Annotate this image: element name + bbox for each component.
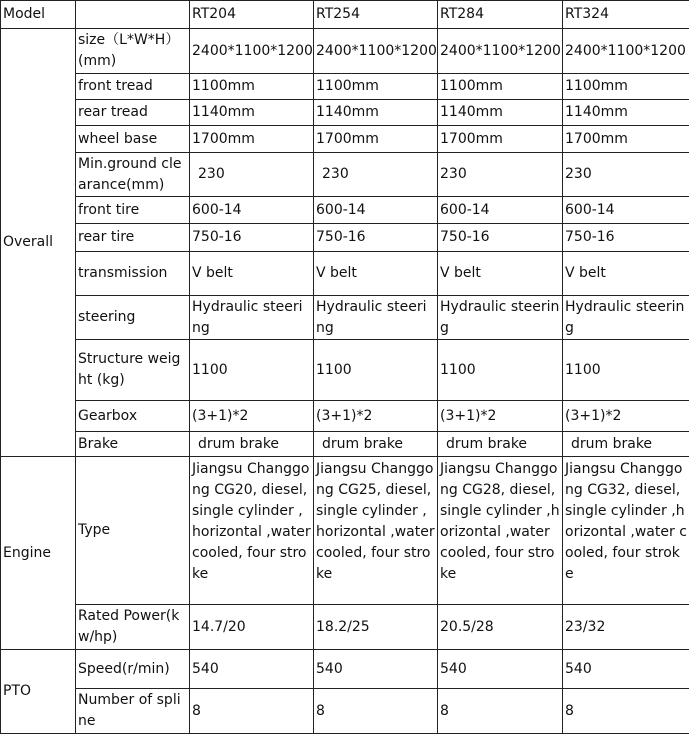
model-name-rt254: RT254	[314, 1, 438, 29]
table-row-rear-tread	[1, 100, 689, 126]
row-label-ground-clearance: Min.ground clearance(mm)	[76, 153, 190, 197]
cell-wheel-base-rt254: 1700mm	[314, 126, 438, 153]
group-label-engine: Engine	[1, 457, 76, 650]
cell-spline-rt324: 8	[563, 689, 689, 734]
cell-wheel-base-rt204: 1700mm	[190, 126, 314, 153]
cell-pto-speed-rt284: 540	[438, 650, 563, 689]
row-label-spline: Number of spline	[76, 689, 190, 734]
cell-structure-weight-rt324: 1100	[563, 340, 689, 401]
cell-brake-rt254: drum brake	[314, 432, 438, 457]
cell-pto-speed-rt254: 540	[314, 650, 438, 689]
table-row-brake	[1, 432, 689, 457]
cell-engine-type-rt324: Jiangsu Changgong CG32, diesel,single cylinder ,horizontal ,water cooled, four stroke	[563, 457, 689, 605]
cell-gearbox-rt284: (3+1)*2	[438, 401, 563, 432]
table-row-spline	[1, 689, 689, 734]
cell-wheel-base-rt324: 1700mm	[563, 126, 689, 153]
cell-structure-weight-rt254: 1100	[314, 340, 438, 401]
row-label-pto-speed: Speed(r/min)	[76, 650, 190, 689]
cell-rear-tread-rt324: 1140mm	[563, 100, 689, 126]
cell-spline-rt254: 8	[314, 689, 438, 734]
cell-size-rt324: 2400*1100*1200	[563, 29, 689, 74]
table-row-engine-type	[1, 457, 689, 605]
cell-wheel-base-rt284: 1700mm	[438, 126, 563, 153]
cell-rated-power-rt204: 14.7/20	[190, 605, 314, 650]
header-blank-cell	[76, 1, 190, 29]
cell-transmission-rt324: V belt	[563, 252, 689, 296]
cell-ground-clearance-rt284: 230	[438, 153, 563, 197]
cell-spline-rt284: 8	[438, 689, 563, 734]
table-row-gearbox	[1, 401, 689, 432]
cell-front-tire-rt204: 600-14	[190, 197, 314, 224]
cell-rear-tire-rt324: 750-16	[563, 224, 689, 252]
cell-spline-rt204: 8	[190, 689, 314, 734]
cell-size-rt284: 2400*1100*1200	[438, 29, 563, 74]
cell-structure-weight-rt284: 1100	[438, 340, 563, 401]
header-model-label: Model	[1, 1, 76, 29]
cell-front-tire-rt254: 600-14	[314, 197, 438, 224]
row-label-steering: steering	[76, 296, 190, 340]
cell-steering-rt204: Hydraulic steering	[190, 296, 314, 340]
row-label-rear-tire: rear tire	[76, 224, 190, 252]
model-name-rt324: RT324	[563, 1, 689, 29]
table-row-rear-tire	[1, 224, 689, 252]
table-row-header	[1, 1, 689, 29]
cell-transmission-rt254: V belt	[314, 252, 438, 296]
cell-rear-tread-rt284: 1140mm	[438, 100, 563, 126]
cell-ground-clearance-rt204: 230	[190, 153, 314, 197]
row-label-rear-tread: rear tread	[76, 100, 190, 126]
table-row-size	[1, 29, 689, 74]
cell-rated-power-rt324: 23/32	[563, 605, 689, 650]
row-label-transmission: transmission	[76, 252, 190, 296]
cell-gearbox-rt204: (3+1)*2	[190, 401, 314, 432]
cell-pto-speed-rt324: 540	[563, 650, 689, 689]
table-row-rated-power	[1, 605, 689, 650]
row-label-engine-type: Type	[76, 457, 190, 605]
cell-engine-type-rt284: Jiangsu Changgong CG28, diesel,single cylinder ,horizontal ,water cooled, four stroke	[438, 457, 563, 605]
table-row-structure-weight	[1, 340, 689, 401]
cell-transmission-rt204: V belt	[190, 252, 314, 296]
model-name-rt284: RT284	[438, 1, 563, 29]
cell-pto-speed-rt204: 540	[190, 650, 314, 689]
cell-rear-tread-rt204: 1140mm	[190, 100, 314, 126]
cell-rear-tire-rt204: 750-16	[190, 224, 314, 252]
cell-ground-clearance-rt324: 230	[563, 153, 689, 197]
cell-size-rt204: 2400*1100*1200	[190, 29, 314, 74]
cell-rear-tread-rt254: 1140mm	[314, 100, 438, 126]
row-label-wheel-base: wheel base	[76, 126, 190, 153]
table-row-front-tread	[1, 74, 689, 100]
row-label-front-tread: front tread	[76, 74, 190, 100]
cell-steering-rt324: Hydraulic steering	[563, 296, 689, 340]
cell-steering-rt284: Hydraulic steering	[438, 296, 563, 340]
cell-brake-rt284: drum brake	[438, 432, 563, 457]
cell-front-tire-rt324: 600-14	[563, 197, 689, 224]
cell-structure-weight-rt204: 1100	[190, 340, 314, 401]
table-row-steering	[1, 296, 689, 340]
row-label-rated-power: Rated Power(kw/hp)	[76, 605, 190, 650]
table-row-front-tire	[1, 197, 689, 224]
cell-engine-type-rt204: Jiangsu Changgong CG20, diesel,single cylinder ,horizontal ,water cooled, four stroke	[190, 457, 314, 605]
cell-brake-rt204: drum brake	[190, 432, 314, 457]
cell-transmission-rt284: V belt	[438, 252, 563, 296]
cell-front-tread-rt254: 1100mm	[314, 74, 438, 100]
cell-rear-tire-rt254: 750-16	[314, 224, 438, 252]
cell-gearbox-rt254: (3+1)*2	[314, 401, 438, 432]
cell-rear-tire-rt284: 750-16	[438, 224, 563, 252]
cell-front-tread-rt324: 1100mm	[563, 74, 689, 100]
table-row-wheel-base	[1, 126, 689, 153]
cell-gearbox-rt324: (3+1)*2	[563, 401, 689, 432]
cell-engine-type-rt254: Jiangsu Changgong CG25, diesel,single cylinder ,horizontal ,water cooled, four stroke	[314, 457, 438, 605]
row-label-structure-weight: Structure weight (kg)	[76, 340, 190, 401]
row-label-front-tire: front tire	[76, 197, 190, 224]
cell-rated-power-rt254: 18.2/25	[314, 605, 438, 650]
cell-brake-rt324: drum brake	[563, 432, 689, 457]
cell-steering-rt254: Hydraulic steering	[314, 296, 438, 340]
group-label-pto: PTO	[1, 650, 76, 734]
row-label-gearbox: Gearbox	[76, 401, 190, 432]
cell-rated-power-rt284: 20.5/28	[438, 605, 563, 650]
cell-size-rt254: 2400*1100*1200	[314, 29, 438, 74]
cell-ground-clearance-rt254: 230	[314, 153, 438, 197]
row-label-size: size（L*W*H）(mm)	[76, 29, 190, 74]
cell-front-tire-rt284: 600-14	[438, 197, 563, 224]
table-row-transmission	[1, 252, 689, 296]
cell-front-tread-rt204: 1100mm	[190, 74, 314, 100]
table-row-ground-clearance	[1, 153, 689, 197]
cell-front-tread-rt284: 1100mm	[438, 74, 563, 100]
group-label-overall: Overall	[1, 29, 76, 457]
model-name-rt204: RT204	[190, 1, 314, 29]
row-label-brake: Brake	[76, 432, 190, 457]
table-row-pto-speed	[1, 650, 689, 689]
